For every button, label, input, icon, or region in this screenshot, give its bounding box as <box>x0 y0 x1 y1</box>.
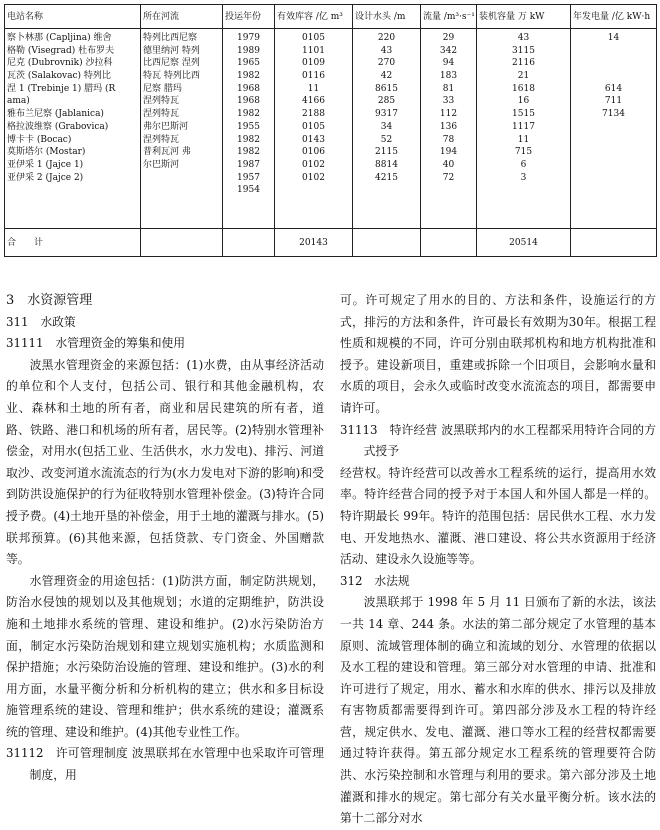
col-header-installed: 装机容量 万 kW <box>477 5 571 29</box>
year-value: 1968 <box>237 96 260 107</box>
flow-value: 94 <box>442 58 455 69</box>
subsubsection-heading: 31112 许可管理制度 波黑联邦在水管理中也采取许可管理制度，用 <box>6 746 324 783</box>
year-value: 1982 <box>237 147 260 158</box>
head-value: 9317 <box>375 109 398 120</box>
river-line: 比西尼察 涅列 <box>143 58 200 69</box>
river-line: 尼察 腊玛 <box>143 83 182 94</box>
year-value: 1965 <box>237 58 260 69</box>
total-empty-cell <box>421 229 477 257</box>
river-line: 尔巴斯河 <box>143 159 180 170</box>
flow-value: 183 <box>439 71 458 82</box>
flow-value: 78 <box>442 134 455 145</box>
generation-value: 711 <box>604 96 623 107</box>
generation-value: 614 <box>604 83 623 94</box>
installed-value: 11 <box>517 134 530 145</box>
installed-value: 1618 <box>512 83 535 94</box>
total-empty-cell <box>141 229 223 257</box>
capacity-value: 0105 <box>302 121 325 132</box>
head-value: 285 <box>377 96 396 107</box>
head-value: 43 <box>380 45 393 56</box>
col-header-capacity: 有效库容 /亿 m³ <box>275 5 353 29</box>
flow-value: 81 <box>442 83 455 94</box>
paragraph: 水管理资金的用途包括：(1)防洪方面，制定防洪规划，防治水侵蚀的规划以及其他规划；水道的定期维护，防洪设施和土地排水系统的管理、建设和维护。(2)水污染防治方面，制定水污染防治规划和建立规划实施机构；水质监测和保护措施；水污染防治设施的管理、建设和维护。(3)水的利用方面，水量平衡分析和分析机构的建立；供水和多目标设施管理系统的建设、管理和维护；供水系统的建设；灌溉系统的管理、建设和维护。(4)其他专业性工作。 <box>6 573 324 739</box>
river-column <box>141 29 223 229</box>
head-column <box>353 29 421 229</box>
installed-value: 1515 <box>512 109 535 120</box>
head-value: 220 <box>377 33 396 43</box>
capacity-value: 0143 <box>302 134 325 145</box>
col-header-year: 投运年份 <box>223 5 275 29</box>
flow-value: 112 <box>439 109 458 120</box>
capacity-value: 0102 <box>302 172 325 183</box>
generation-value: 7134 <box>602 109 625 120</box>
station-line: 莫斯塔尔 (Mostar) <box>7 147 86 158</box>
head-value: 2115 <box>375 147 398 158</box>
installed-column <box>477 29 571 229</box>
paragraph: 波黑水管理资金的来源包括：(1)水费，由从事经济活动的单位和个人支付，包括公司、银行和其他金融机构，农业、森林和土地的所有者，商业和居民建筑的所有者，道路、铁路、港口和机场的所有者，居民等。(2)特别水管理补偿金，对用水(包括工业、生活供水，水力发电)、排污、河道取沙、改变河道水流流态的行为(水力发电对下游的影响)和受到防洪设施保护的行为征收特别水管理补偿金。(3)特许合同授予费。(4)土地开垦的补偿金，用于土地的灌溉与排水。(5)联邦预算。(6)其他来源，包括贷款、专门资金、外国赠款等。 <box>6 357 324 567</box>
flow-value: 136 <box>439 121 458 132</box>
year-value: 1957 <box>237 172 260 183</box>
capacity-value: 0116 <box>302 71 325 82</box>
total-label: 合 计 <box>5 229 141 257</box>
head-value: 42 <box>380 71 393 82</box>
year-value: 1979 <box>237 33 260 43</box>
flow-value: 72 <box>442 172 455 183</box>
hydropower-table <box>4 4 657 257</box>
left-text-column <box>6 290 324 787</box>
head-value: 8615 <box>375 83 398 94</box>
capacity-value: 1101 <box>302 45 325 56</box>
section-heading: 3 水资源管理 <box>6 293 93 308</box>
paragraph: 可。许可规定了用水的目的、方法和条件，设施运行的方式，排污的方法和条件，许可最长有效期为30年。根据工程性质和规模的不同，许可分别由联邦机构和地方机构批准和授予。建设新项目，重建或拆除一个旧项目，会影响水量和水质的项目，会永久或临时改变水流流态的项目，都需要申请许可。 <box>340 293 656 415</box>
capacity-value: 0102 <box>302 159 325 170</box>
flow-column <box>421 29 477 229</box>
paragraph: 波黑联邦于 1998 年 5 月 11 日颁布了新的水法，该法一共 14 章、244 条。水法的第二部分规定了水管理的基本原则、流域管理体制的确立和流域的划分、水管理的依据以及水工程的建设和管理。第三部分对水管理的申请、批准和许可进行了规定，用水、蓄水和水库的供水、排污以及排放有害物质都需要得到许可。第四部分涉及水工程的特许经营，规定供水、发电、灌溉、港口等水工程的经营权都需要通过特许获得。第五部分规定水工程系统的管理要符合防洪、水污染控制和水管理与利用的要求。第六部分涉及土地灌溉和排水的规定。第七部分有关水量平衡分析。该水法的第十二部分对水 <box>340 595 656 826</box>
capacity-value: 0105 <box>302 33 325 43</box>
station-line: 亚伊采 1 (Jajce 1) <box>7 159 84 170</box>
generation-column <box>571 29 657 229</box>
total-empty-cell <box>571 229 657 257</box>
col-header-generation: 年发电量 /亿 kW·h <box>571 5 657 29</box>
river-line: 德里纳河 特列 <box>143 45 200 56</box>
capacity-value: 0109 <box>302 58 325 69</box>
total-empty-cell <box>353 229 421 257</box>
installed-value: 16 <box>517 96 530 107</box>
station-line: 格拉波维察 (Grabovica) <box>7 121 109 132</box>
station-line: 雅布兰尼察 (Jablanica) <box>7 109 104 120</box>
installed-value: 715 <box>514 147 533 158</box>
flow-value: 194 <box>439 147 458 158</box>
flow-value: 40 <box>442 159 455 170</box>
capacity-value: 11 <box>307 83 320 94</box>
year-value: 1982 <box>237 134 260 145</box>
river-line: 涅列特瓦 <box>143 109 180 120</box>
flow-value: 342 <box>439 45 458 56</box>
station-line: 涅 1 (Trebinje 1) 腊玛 (R <box>7 83 116 94</box>
year-value: 1987 <box>237 159 260 170</box>
capacity-value: 2188 <box>302 109 325 120</box>
capacity-value: 0106 <box>302 147 325 158</box>
col-header-head: 设计水头 /m <box>353 5 421 29</box>
col-header-river: 所在河流 <box>141 5 223 29</box>
station-line: 察卜林那 (Capljina) 维舍 <box>7 33 112 43</box>
head-value: 4215 <box>375 172 398 183</box>
flow-value: 29 <box>442 33 455 43</box>
year-value: 1989 <box>237 45 260 56</box>
station-line: 尼克 (Dubrovnik) 沙拉科 <box>7 58 113 69</box>
subsubsection-heading: 31111 水管理资金的筹集和使用 <box>6 336 186 351</box>
station-line: 格勒 (Visegrad) 杜布罗夫 <box>7 45 115 56</box>
generation-value <box>573 70 654 83</box>
station-column <box>5 29 141 229</box>
year-value: 1954 <box>237 185 260 196</box>
table-body-row <box>5 29 657 229</box>
total-capacity: 20143 <box>275 229 353 257</box>
station-line: 亚伊采 2 (Jajce 2) <box>7 172 84 183</box>
head-value: 34 <box>380 121 393 132</box>
installed-value: 1117 <box>512 121 535 132</box>
capacity-value: 4166 <box>302 96 325 107</box>
head-value: 8814 <box>375 159 398 170</box>
head-value: 270 <box>377 58 396 69</box>
total-installed: 20514 <box>477 229 571 257</box>
right-text-column <box>340 290 656 830</box>
installed-value: 3 <box>520 172 527 183</box>
station-line: ama) <box>7 96 30 107</box>
year-value: 1982 <box>237 109 260 120</box>
station-line: 瓦茨 (Salakovac) 特列比 <box>7 71 111 82</box>
station-line: 博卡卡 (Bocac) <box>7 134 72 145</box>
table-total-row <box>5 229 657 257</box>
subsubsection-heading: 31113 特许经营 波黑联邦内的水工程都采用特许合同的方式授予 <box>340 422 656 459</box>
year-value: 1968 <box>237 83 260 94</box>
subsection-heading: 312 水法规 <box>340 573 410 588</box>
paragraph: 经营权。特许经营可以改善水工程系统的运行，提高用水效率。特许经营合同的授予对于本国人和外国人都是一样的。特许期最长 99年。特许的范围包括：居民供水工程、水力发电、开发地热水、灌溉、港口建设、将公共水资源用于经济活动、建设永久设施等等。 <box>340 465 656 567</box>
installed-value: 21 <box>517 71 530 82</box>
head-value: 52 <box>380 134 393 145</box>
river-line: 特瓦 特列比西 <box>143 71 200 82</box>
table-header-row <box>5 5 657 29</box>
installed-value: 6 <box>520 159 527 170</box>
river-line: 涅列特瓦 <box>143 96 180 107</box>
installed-value: 43 <box>517 33 530 43</box>
river-line: 普利瓦河 弗 <box>143 147 191 158</box>
capacity-column <box>275 29 353 229</box>
total-empty-cell <box>223 229 275 257</box>
installed-value: 2116 <box>512 58 535 69</box>
year-value: 1982 <box>237 71 260 82</box>
river-line: 弗尔巴斯河 <box>143 121 189 132</box>
river-line: 涅列特瓦 <box>143 134 180 145</box>
year-column <box>223 29 275 229</box>
generation-value <box>573 57 654 70</box>
flow-value: 33 <box>442 96 455 107</box>
generation-value: 14 <box>607 33 620 43</box>
generation-value <box>573 45 654 58</box>
col-header-flow: 流量 /m³·s⁻¹ <box>421 5 477 29</box>
col-header-station: 电站名称 <box>5 5 141 29</box>
installed-value: 3115 <box>512 45 535 56</box>
river-line: 特列比西尼察 <box>143 33 198 43</box>
year-value: 1955 <box>237 121 260 132</box>
subsection-heading: 311 水政策 <box>6 314 76 329</box>
